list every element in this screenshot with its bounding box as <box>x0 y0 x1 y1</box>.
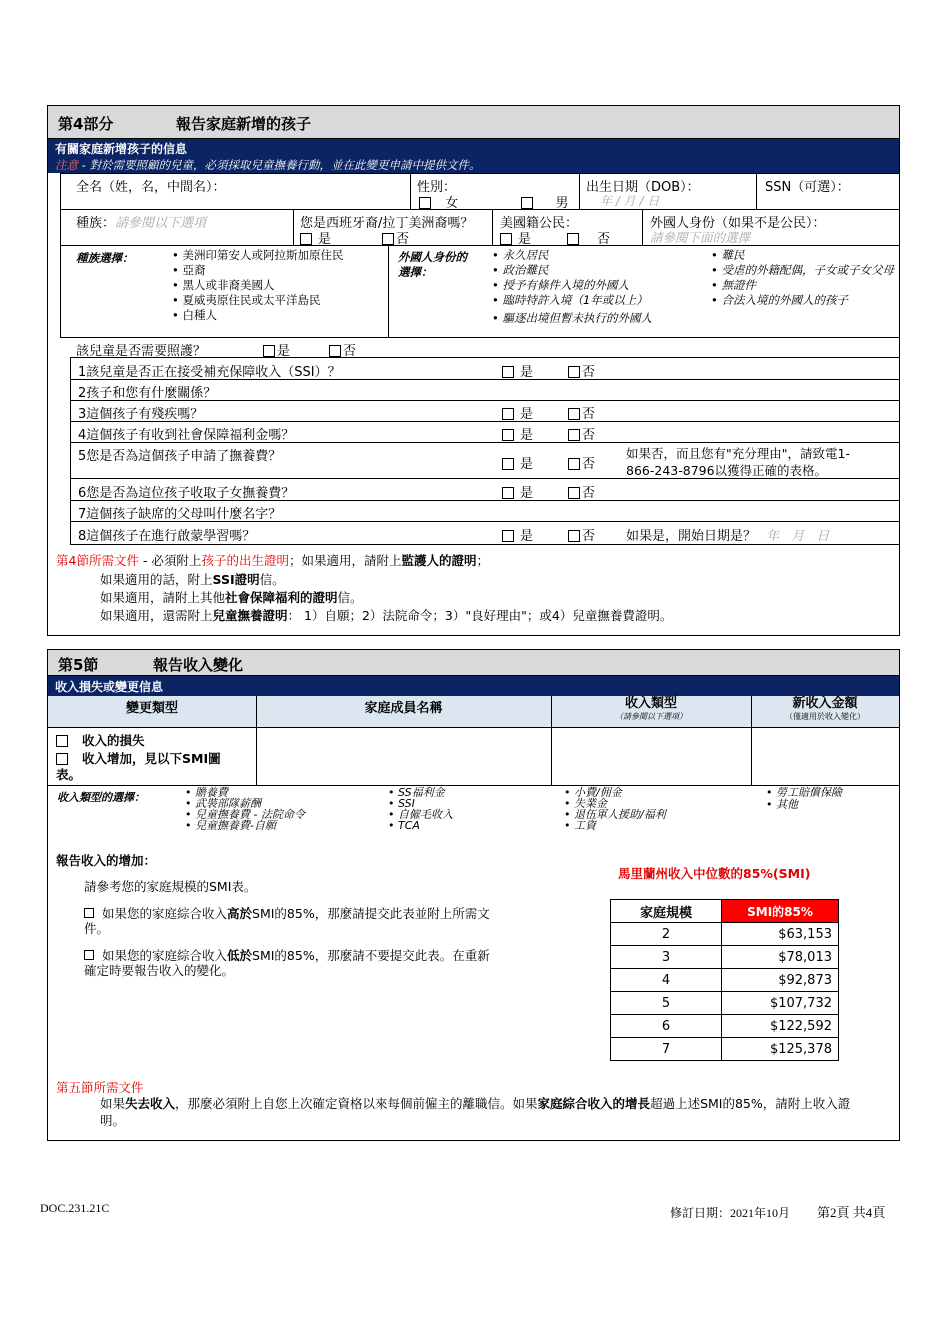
race-option: • 美洲印第安人或阿拉斯加原住民 <box>172 248 343 263</box>
race-option: • 白種人 <box>172 308 343 323</box>
section-5-number: 第5節 <box>58 656 99 674</box>
col-income-type-label: 收入類型 <box>624 696 677 711</box>
increase-label: 收入增加，見以下SMI圖表。 <box>56 751 221 782</box>
section-4-docs-line-2 <box>100 570 285 588</box>
q4-no-label: 否 <box>582 428 596 443</box>
q3-no-label: 否 <box>582 407 596 422</box>
loss-label: 收入的損失 <box>82 733 145 748</box>
footer-revised-date: 修訂日期：2021年10月 <box>670 1206 791 1220</box>
note-label: 注意 <box>55 158 78 172</box>
change-loss-option[interactable] <box>56 731 145 749</box>
race-placeholder: 請參閱以下選項 <box>115 216 207 231</box>
banner-title: 有關家庭新增孩子的信息 <box>55 142 188 156</box>
question-1: 1該兒童是否正在接受補充保障收入（SSI）？ <box>78 365 341 380</box>
col-change-type: 變更類型 <box>125 701 178 716</box>
opt1-text: SMI的85%，那麼請提交此表並附上所需文件。 <box>84 906 490 936</box>
hispanic-no-label: 否 <box>396 232 410 247</box>
q3-no[interactable] <box>568 403 595 422</box>
smi-header-amount: SMI的85% <box>722 900 839 923</box>
dob-label: 出生日期（DOB）： <box>586 180 700 195</box>
smi-amount: $92,873 <box>722 969 839 992</box>
smi-size: 6 <box>611 1015 722 1038</box>
q4-yes-checkbox[interactable] <box>502 429 514 441</box>
income-type: • 退伍軍人援助/福利 <box>564 809 666 820</box>
docs-ss-benefit-proof: 社會保障福利的證明 <box>225 590 338 605</box>
q4-no-checkbox[interactable] <box>568 429 580 441</box>
hispanic-no-checkbox[interactable] <box>382 233 394 245</box>
q3-yes[interactable] <box>502 403 533 422</box>
col-new-amount <box>751 697 899 723</box>
option-below-smi <box>84 948 494 978</box>
report-increase-heading: 報告收入的增加： <box>56 853 157 868</box>
opt2-text: 如果您的家庭綜合收入 <box>102 948 228 963</box>
docs-text: 如果適用的話，附上 <box>100 572 213 587</box>
docs-loss-of-income: 失去收入 <box>125 1096 176 1111</box>
income-type: • 勞工賠償保險 <box>766 787 842 799</box>
income-types-label: 收入類型的選擇： <box>57 791 145 804</box>
alien-status-placeholder[interactable]: 請參閱下面的選擇 <box>650 230 751 245</box>
section-4-number: 第4部分 <box>58 115 114 133</box>
income-types-col-4 <box>766 787 842 811</box>
col-member-name: 家庭成員名稱 <box>364 701 443 716</box>
docs-text: 信。 <box>337 590 363 605</box>
question-7: 7這個孩子缺席的父母叫什麼名字？ <box>78 507 282 522</box>
q6-no-label: 否 <box>582 486 596 501</box>
female-checkbox[interactable] <box>419 197 431 209</box>
q8-start-date-placeholder: 年 月 日 <box>766 529 834 544</box>
section-4-title: 報告家庭新增的孩子 <box>176 115 312 133</box>
hispanic-label: 您是西班牙裔/拉丁美洲裔嗎？ <box>300 216 474 231</box>
section-4-docs-label: 第4節所需文件 <box>56 553 139 568</box>
race-option: • 夏威夷原住民或太平洋島民 <box>172 293 343 308</box>
income-type: • 自僱毛收入 <box>388 809 453 820</box>
q8-start-date-label: 如果是，開始日期是？ <box>626 529 757 544</box>
male-label: 男 <box>555 196 569 211</box>
question-2: 2孩子和您有什麼關係？ <box>78 386 217 401</box>
docs-text: 如果適用，還需附上 <box>100 608 213 623</box>
citizen-label: 美國籍公民： <box>500 216 579 231</box>
smi-table-row <box>611 946 839 969</box>
q4-yes-label: 是 <box>520 428 534 443</box>
q3-yes-checkbox[interactable] <box>502 408 514 420</box>
q8-yes-label: 是 <box>520 529 534 544</box>
citizen-no[interactable] <box>567 228 610 247</box>
alien-option: • 無證件 <box>711 278 894 293</box>
citizen-yes-label: 是 <box>518 232 532 247</box>
note-text: - 對於需要照顧的兒童，必須採取兒童撫養行動，並在此變更申請中提供文件。 <box>78 158 481 172</box>
docs-text: ； <box>476 553 489 568</box>
docs-text: ： 1）自願；2）法院命令；3）"良好理由"；或4）兒童撫養費證明。 <box>287 608 673 623</box>
income-type: • SS福利金 <box>388 787 453 798</box>
smi-size: 5 <box>611 992 722 1015</box>
q5-no-checkbox[interactable] <box>568 458 580 470</box>
change-increase-option[interactable] <box>56 751 236 783</box>
section-5-docs-label: 第五節所需文件 <box>56 1080 144 1095</box>
docs-child-support-proof: 兒童撫養證明 <box>212 608 288 623</box>
q1-yes-label: 是 <box>520 365 534 380</box>
alien-option: • 合法入境的外國人的孩子 <box>711 293 894 308</box>
q-care-no-checkbox[interactable] <box>329 345 341 357</box>
q-care-yes-label: 是 <box>277 344 291 359</box>
footer-doc-id: DOC.231.21C <box>40 1201 110 1215</box>
smi-amount: $63,153 <box>722 923 839 946</box>
male-checkbox[interactable] <box>521 197 533 209</box>
q8-no-checkbox[interactable] <box>568 530 580 542</box>
section-5-docs-text <box>100 1095 870 1129</box>
question-6: 6您是否為這位孩子收取子女撫養費？ <box>78 486 295 501</box>
docs-birth-certificate: 孩子的出生證明 <box>201 553 289 568</box>
race-options-list <box>172 248 343 323</box>
female-label: 女 <box>445 196 459 211</box>
col-new-amount-label: 新收入金額 <box>792 696 858 711</box>
docs-text: - 必須附上 <box>138 553 202 568</box>
alien-options-list-2 <box>711 248 894 308</box>
gender-male[interactable] <box>521 192 569 211</box>
q1-no-checkbox[interactable] <box>568 366 580 378</box>
income-type: • 兒童撫養費 - 法院命令 <box>185 809 305 820</box>
smi-header-size: 家庭規模 <box>611 900 722 923</box>
citizen-yes[interactable] <box>500 228 531 247</box>
col-income-type-sub: （請參閱以下選項） <box>615 712 687 721</box>
income-type: • 武裝部隊薪酬 <box>185 798 305 809</box>
q8-yes-checkbox[interactable] <box>502 530 514 542</box>
smi-table-title: 馬里蘭州收入中位數的85%(SMI) <box>618 866 811 881</box>
question-3: 3這個孩子有殘疾嗎？ <box>78 407 204 422</box>
smi-table <box>610 899 839 1061</box>
income-type: • SSI <box>388 798 453 809</box>
docs-text: ；如果適用，請附上 <box>288 553 402 568</box>
q8-start-date[interactable] <box>626 525 833 544</box>
income-type: • 贍養費 <box>185 787 305 798</box>
alien-options-label: 外國人身份的選擇： <box>398 250 467 279</box>
race-field[interactable] <box>76 212 206 231</box>
smi-amount: $122,592 <box>722 1015 839 1038</box>
q8-no[interactable] <box>568 525 595 544</box>
smi-size: 4 <box>611 969 722 992</box>
section-4-docs-line-4 <box>100 606 672 624</box>
q8-yes[interactable] <box>502 525 533 544</box>
docs-text: 如果 <box>100 1096 126 1111</box>
income-type: • 其他 <box>766 799 842 811</box>
smi-table-row <box>611 969 839 992</box>
smi-size: 7 <box>611 1038 722 1061</box>
section-4-header <box>47 105 900 139</box>
docs-guardian-proof: 監護人的證明 <box>401 553 477 568</box>
care-note <box>55 157 899 173</box>
income-types-col-3 <box>564 787 666 831</box>
income-type: • 小費/佣金 <box>564 787 666 798</box>
option-above-smi <box>84 906 494 936</box>
q5-yes[interactable] <box>502 453 533 472</box>
hispanic-yes[interactable] <box>300 228 331 247</box>
question-4: 4這個孩子有收到社會保障福利金嗎？ <box>78 428 295 443</box>
section-5-header <box>47 649 900 676</box>
q-care-label: 該兒童是否需要照護？ <box>76 344 207 359</box>
section-4-docs-line-3 <box>100 588 363 606</box>
citizen-no-checkbox[interactable] <box>567 233 579 245</box>
q3-no-checkbox[interactable] <box>568 408 580 420</box>
smi-size: 3 <box>611 946 722 969</box>
smi-table-row <box>611 1038 839 1061</box>
income-type: • TCA <box>388 820 453 831</box>
smi-amount: $78,013 <box>722 946 839 969</box>
alien-option: • 授予有條件入境的外國人 <box>492 278 652 293</box>
race-label: 種族： <box>76 216 116 231</box>
dob-placeholder[interactable]: 年 / 月 / 日 <box>600 194 660 208</box>
income-type: • 失業金 <box>564 798 666 809</box>
income-type: • 兒童撫養費-自願 <box>185 820 305 831</box>
smi-amount: $107,732 <box>722 992 839 1015</box>
q-care-yes-checkbox[interactable] <box>263 345 275 357</box>
q3-yes-label: 是 <box>520 407 534 422</box>
race-option: • 亞裔 <box>172 263 343 278</box>
smi-size: 2 <box>611 923 722 946</box>
income-type: • 工資 <box>564 820 666 831</box>
q1-yes[interactable] <box>502 361 533 380</box>
refer-smi-text: 請參考您的家庭規模的SMI表。 <box>84 879 257 894</box>
question-8: 8這個孩子在進行啟蒙學習嗎？ <box>78 529 256 544</box>
alien-option: • 臨時特許入境（1年或以上） <box>492 293 652 308</box>
docs-text: 信。 <box>259 572 285 587</box>
loss-checkbox[interactable] <box>56 735 68 747</box>
race-options-label: 種族選擇： <box>76 251 134 265</box>
alien-option: • 難民 <box>711 248 894 263</box>
race-option: • 黑人或非裔美國人 <box>172 278 343 293</box>
section-5-banner <box>48 676 899 696</box>
opt2-text: SMI的85%，那麼請不要提交此表。在重新確定時要報告收入的變化。 <box>84 948 490 978</box>
q1-no-label: 否 <box>582 365 596 380</box>
docs-ssi-proof: SSI證明 <box>212 572 260 587</box>
q5-no-label: 否 <box>582 457 596 472</box>
gender-label: 性別： <box>417 180 457 195</box>
q1-no[interactable] <box>568 361 595 380</box>
q6-no-checkbox[interactable] <box>568 487 580 499</box>
smi-table-row <box>611 923 839 946</box>
alien-option: • 驅逐出境但暫未执行的外國人 <box>492 311 652 326</box>
q4-no[interactable] <box>568 424 595 443</box>
alien-status-label: 外國人身份（如果不是公民）： <box>650 216 826 231</box>
opt2-below: 低於 <box>227 948 253 963</box>
col-new-amount-sub: （僅適用於收入變化） <box>785 712 865 721</box>
section-5-title: 報告收入變化 <box>153 656 244 674</box>
q6-yes-checkbox[interactable] <box>502 487 514 499</box>
citizen-no-label: 否 <box>597 232 611 247</box>
q5-yes-checkbox[interactable] <box>502 458 514 470</box>
increase-checkbox[interactable] <box>56 753 68 765</box>
q-care-no-label: 否 <box>343 344 357 359</box>
income-types-col-1 <box>185 787 305 831</box>
alien-option: • 受虐的外籍配偶，子女或子女父母 <box>711 263 894 278</box>
q5-yes-label: 是 <box>520 457 534 472</box>
opt1-above: 高於 <box>227 906 253 921</box>
gender-female[interactable] <box>419 192 458 211</box>
opt1-text: 如果您的家庭綜合收入 <box>102 906 228 921</box>
q6-yes-label: 是 <box>520 486 534 501</box>
docs-text: ，那麼必須附上自您上次確定資格以來每個前僱主的離職信。如果 <box>175 1096 538 1111</box>
q1-yes-checkbox[interactable] <box>502 366 514 378</box>
col-income-type <box>551 697 751 723</box>
q5-no[interactable] <box>568 453 595 472</box>
q4-yes[interactable] <box>502 424 533 443</box>
section-5-banner-title: 收入損失或變更信息 <box>55 680 164 694</box>
alien-option: • 政治難民 <box>492 263 652 278</box>
section-4-banner <box>48 139 899 173</box>
hispanic-no[interactable] <box>382 228 409 247</box>
docs-income-increase: 家庭綜合收入的增長 <box>537 1096 651 1111</box>
hispanic-yes-checkbox[interactable] <box>300 233 312 245</box>
q6-yes[interactable] <box>502 482 533 501</box>
docs-text: 超過上述SMI的85%，請附上收入證明。 <box>100 1096 851 1128</box>
smi-amount: $125,378 <box>722 1038 839 1061</box>
question-5: 5您是否為這個孩子申請了撫養費？ <box>78 449 282 464</box>
q5-good-cause-note: 如果否，而且您有"充分理由"，請致電1-866-243-8796以獲得正確的表格。 <box>626 446 850 478</box>
docs-text: 如果適用，請附上其他 <box>100 590 226 605</box>
alien-options-list-1 <box>492 248 652 326</box>
citizen-yes-checkbox[interactable] <box>500 233 512 245</box>
alien-option: • 永久居民 <box>492 248 652 263</box>
hispanic-yes-label: 是 <box>318 232 332 247</box>
ssn-label: SSN（可選）： <box>765 180 850 195</box>
income-types-col-2 <box>388 787 453 831</box>
q8-no-label: 否 <box>582 529 596 544</box>
section-4-docs-line-1 <box>56 551 489 569</box>
below-smi-checkbox[interactable] <box>84 950 94 960</box>
footer-page-number: 第2頁 共4頁 <box>817 1205 886 1220</box>
smi-table-header-row <box>611 900 839 923</box>
above-smi-checkbox[interactable] <box>84 908 94 918</box>
q6-no[interactable] <box>568 482 595 501</box>
smi-table-row <box>611 992 839 1015</box>
smi-table-row <box>611 1015 839 1038</box>
full-name-label: 全名（姓，名，中間名）： <box>76 180 226 195</box>
